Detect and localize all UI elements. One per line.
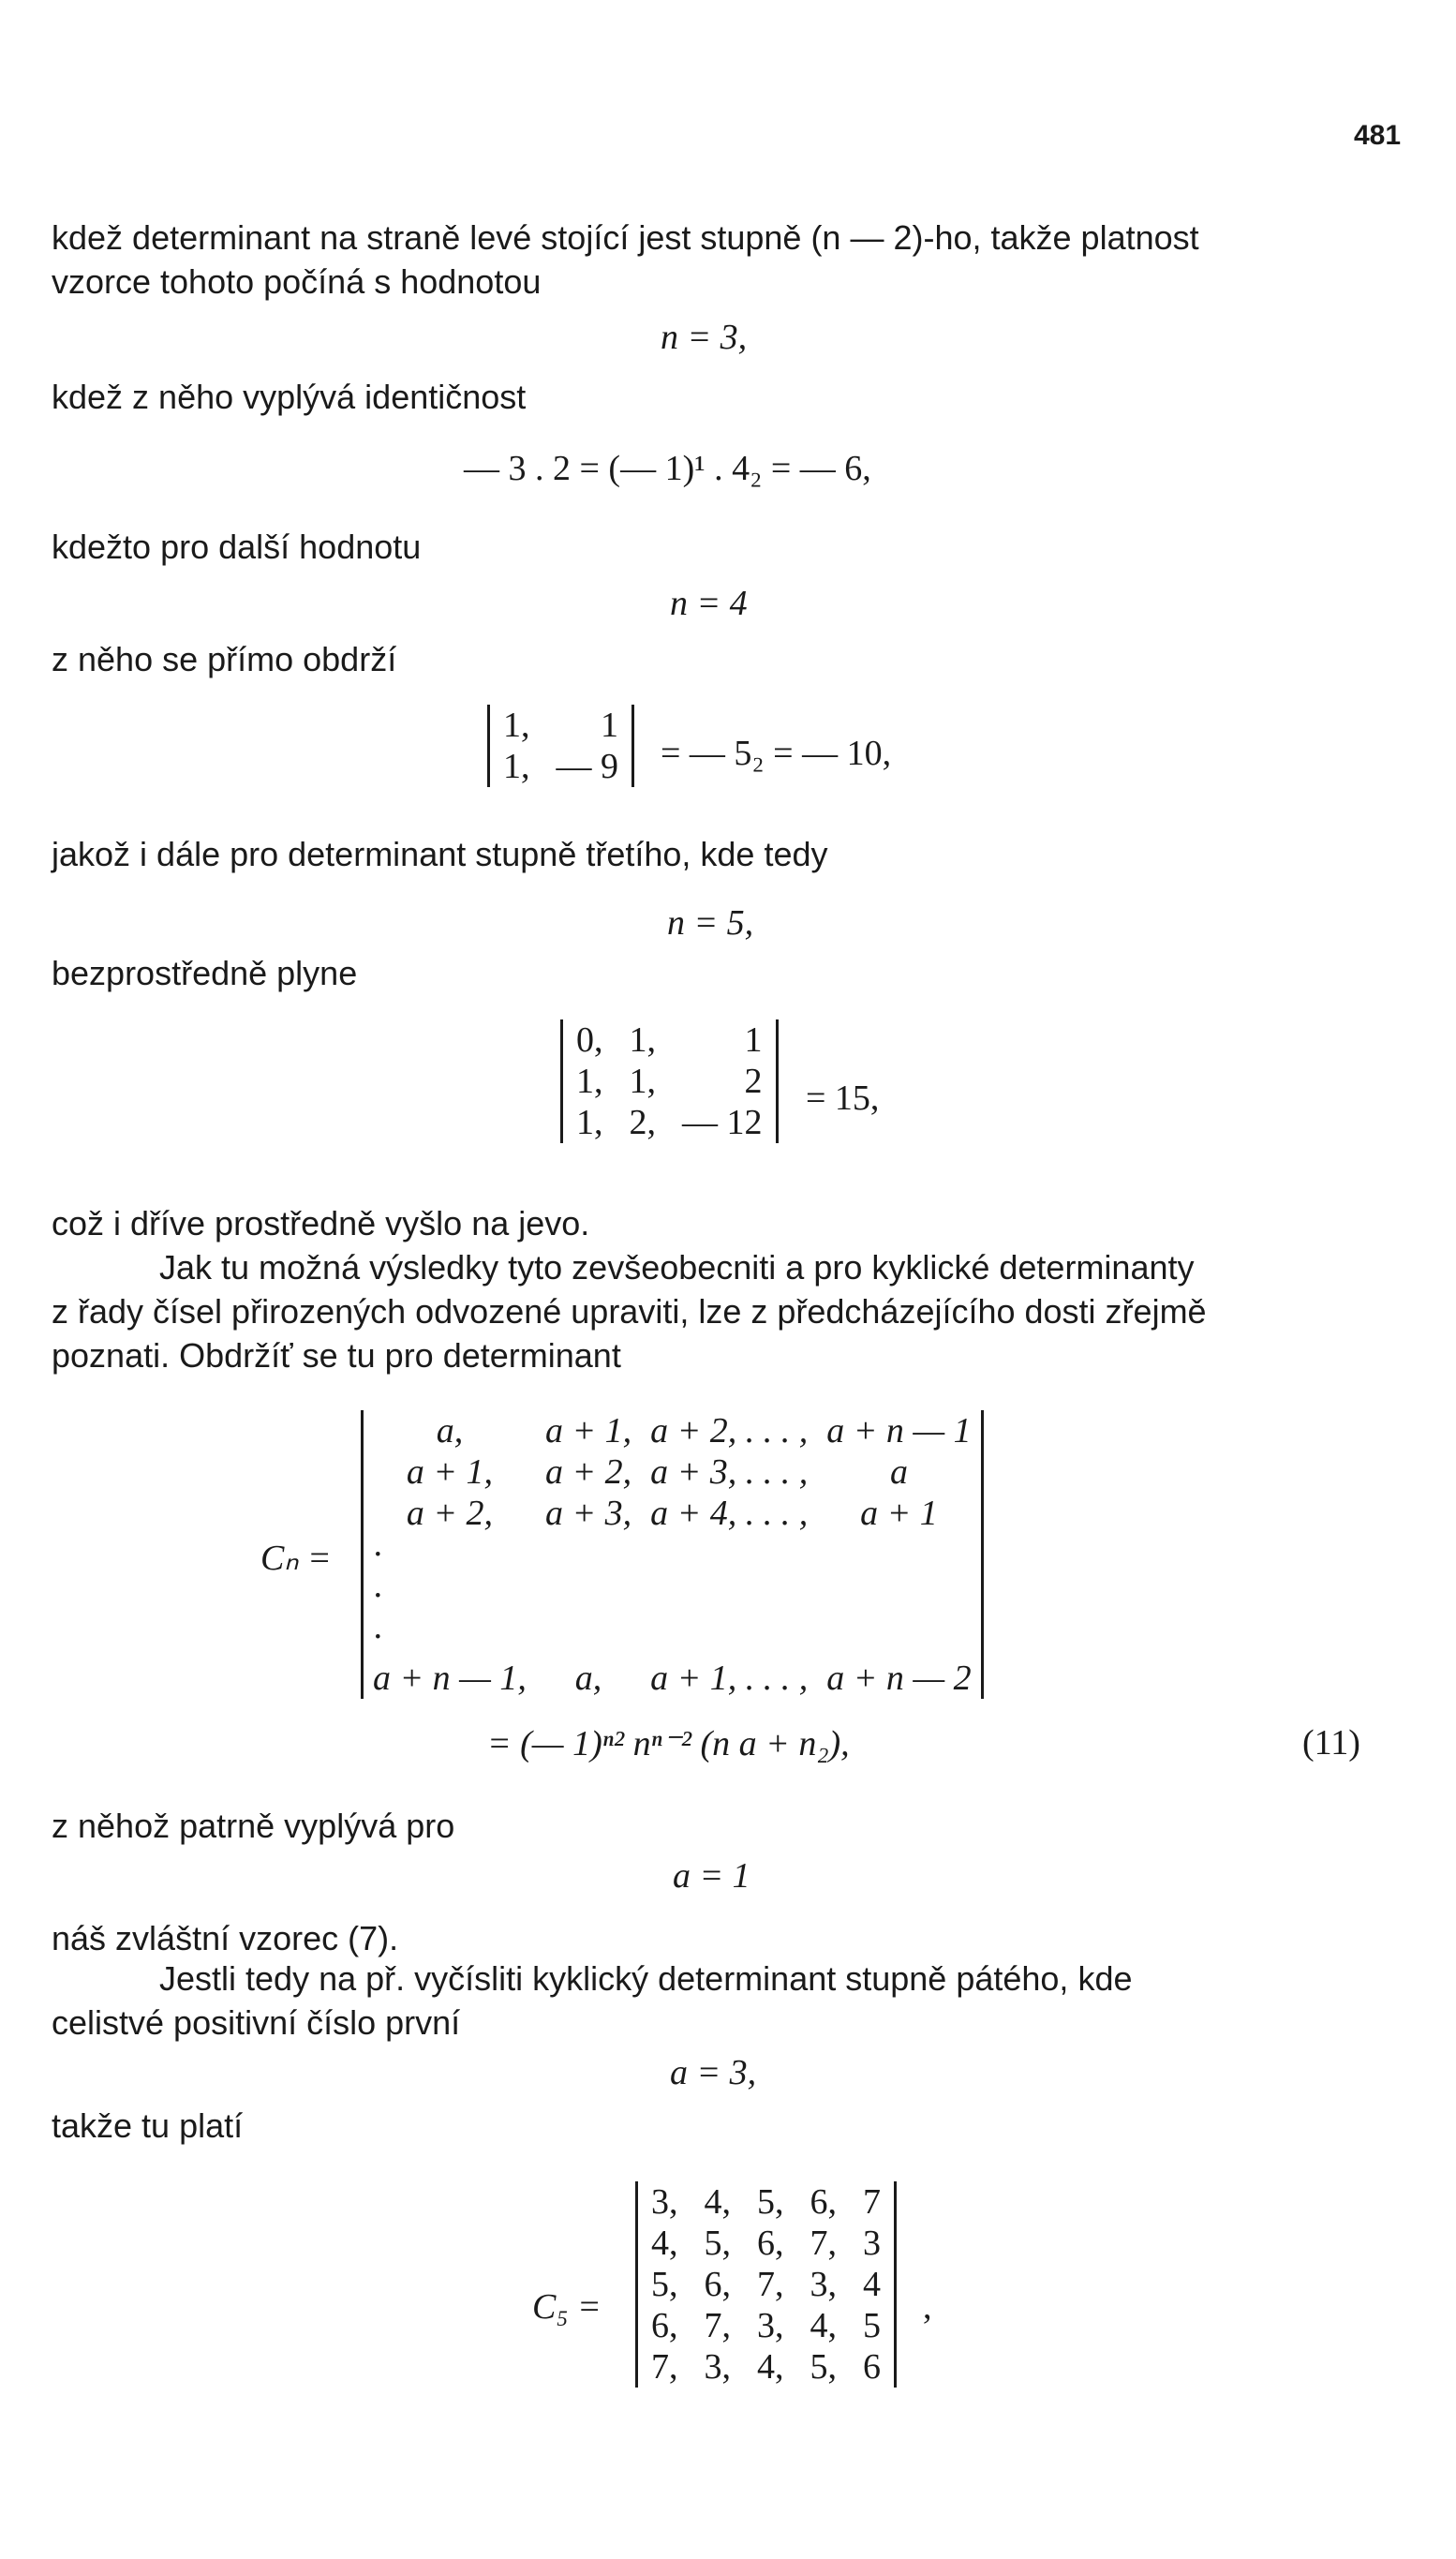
c5-label: C₅ = xyxy=(532,2287,602,2327)
det5-cell: 7, xyxy=(704,2306,731,2345)
detn-cell: a + 3, . . . , xyxy=(650,1452,809,1492)
detn-cell xyxy=(641,1616,817,1658)
det5-cell: 5, xyxy=(651,2265,678,2304)
equation-n-4: n = 4 xyxy=(670,584,748,623)
det5-cell: 4 xyxy=(863,2265,881,2304)
det3-cell: 2, xyxy=(629,1103,656,1142)
detn-cell: · xyxy=(373,1576,382,1615)
detn-row xyxy=(364,1410,981,1451)
det3-cell: 1, xyxy=(576,1103,603,1142)
detn-row xyxy=(364,1493,981,1534)
det3-cell: 1, xyxy=(629,1062,656,1101)
det5-cell: 4, xyxy=(757,2347,784,2387)
detn-cell xyxy=(817,1616,980,1658)
detn-cell: a + 1 xyxy=(860,1494,938,1533)
det3-cell: 2 xyxy=(744,1062,763,1101)
detn-cell: · xyxy=(373,1617,382,1657)
c5-comma: , xyxy=(923,2287,932,2327)
det5-row xyxy=(638,2305,894,2346)
detn-cell xyxy=(641,1575,817,1616)
paragraph-8-line-1: Jak tu možná výsledky tyto zevšeobecniti a pro kyklické determinanty xyxy=(159,1248,1195,1287)
paragraph-10: náš zvláštní vzorec (7). xyxy=(52,1919,399,1957)
determinant-3x3 xyxy=(560,1019,779,1143)
det3-cell: 1 xyxy=(744,1020,763,1060)
detn-cell xyxy=(536,1534,641,1575)
det5-cell: 3, xyxy=(810,2265,837,2304)
det5-cell: 5, xyxy=(810,2347,837,2387)
det5-cell: 6, xyxy=(810,2182,837,2222)
paragraph-8-line-3: poznati. Obdržíť se tu pro determinant xyxy=(52,1336,621,1375)
paragraph-6: bezprostředně plyne xyxy=(52,954,358,992)
detn-cell: a + n — 1 xyxy=(826,1411,972,1451)
detn-row xyxy=(364,1575,981,1616)
detn-row xyxy=(364,1534,981,1575)
cn-label: Cₙ = xyxy=(260,1539,332,1578)
detn-cell: a xyxy=(889,1452,908,1492)
page-number: 481 xyxy=(1354,120,1402,151)
det5-cell: 5, xyxy=(757,2182,784,2222)
paragraph-3: kdežto pro další hodnotu xyxy=(52,528,422,566)
det5-cell: 4, xyxy=(810,2306,837,2345)
detn-cell xyxy=(817,1575,980,1616)
paragraph-1-line-2: vzorce tohoto počíná s hodnotou xyxy=(52,262,542,301)
equation-a-3: a = 3, xyxy=(670,2053,757,2092)
detn-cell: a + 3, xyxy=(544,1494,632,1533)
equation-identity: — 3 . 2 = (— 1)¹ . 4₂ = — 6, xyxy=(464,449,871,488)
det5-cell: 7, xyxy=(651,2347,678,2387)
detn-row xyxy=(364,1451,981,1493)
detn-cell xyxy=(536,1616,641,1658)
det3-row xyxy=(563,1019,776,1061)
determinant-c5 xyxy=(635,2181,897,2388)
det2-result: = — 5₂ = — 10, xyxy=(661,734,892,773)
paragraph-8-line-2: z řady čísel přirozených odvozené upraviti, lze z předcházejícího dosti zřejmě xyxy=(52,1292,1207,1331)
equation-number-11: (11) xyxy=(1302,1723,1360,1763)
equation-n-5: n = 5, xyxy=(667,903,754,943)
det5-cell: 7, xyxy=(757,2265,784,2304)
detn-cell: a + n — 2 xyxy=(826,1659,972,1698)
paragraph-9: z něhož patrně vyplývá pro xyxy=(52,1807,455,1845)
det5-cell: 6, xyxy=(651,2306,678,2345)
det5-cell: 7, xyxy=(810,2224,837,2263)
paragraph-12: takže tu platí xyxy=(52,2106,244,2145)
paragraph-7: což i dříve prostředně vyšlo na jevo. xyxy=(52,1204,590,1242)
cn-result: = (— 1)ⁿ² nⁿ⁻² (n a + n₂), xyxy=(487,1724,850,1763)
detn-cell: a, xyxy=(574,1659,602,1698)
det2-cell: — 9 xyxy=(556,747,618,786)
det2-cell: 1, xyxy=(503,747,530,786)
paragraph-1-line-1: kdež determinant na straně levé stojící jest stupně (n — 2)-ho, takže platnost xyxy=(52,218,1199,257)
equation-n-3: n = 3, xyxy=(661,318,748,357)
paragraph-2: kdež z něho vyplývá identičnost xyxy=(52,378,527,416)
detn-cell: a + n — 1, xyxy=(373,1659,527,1698)
det3-row xyxy=(563,1102,776,1143)
detn-row xyxy=(364,1658,981,1699)
equation-a-1: a = 1 xyxy=(673,1856,750,1896)
det5-cell: 6, xyxy=(757,2224,784,2263)
det2-row xyxy=(490,746,631,787)
det5-cell: 3, xyxy=(704,2347,731,2387)
det3-result: = 15, xyxy=(806,1079,880,1118)
det2-cell: 1 xyxy=(601,706,618,745)
detn-cell: · xyxy=(373,1535,382,1574)
det5-row xyxy=(638,2346,894,2388)
detn-cell: a + 2, . . . , xyxy=(650,1411,809,1451)
detn-cell: a + 1, . . . , xyxy=(650,1659,809,1698)
det3-cell: 1, xyxy=(629,1020,656,1060)
det5-cell: 7 xyxy=(863,2182,881,2222)
detn-cell: a + 1, xyxy=(544,1411,632,1451)
det5-cell: 3 xyxy=(863,2224,881,2263)
det5-row xyxy=(638,2223,894,2264)
det5-cell: 3, xyxy=(757,2306,784,2345)
det5-row xyxy=(638,2264,894,2305)
det5-cell: 5, xyxy=(704,2224,731,2263)
detn-cell: a + 2, xyxy=(406,1494,494,1533)
det5-cell: 6, xyxy=(704,2265,731,2304)
paragraph-11-line-1: Jestli tedy na př. vyčísliti kyklický determinant stupně pátého, kde xyxy=(159,1959,1133,1998)
detn-cell xyxy=(641,1534,817,1575)
paragraph-5: jakož i dále pro determinant stupně třetího, kde tedy xyxy=(52,835,828,873)
paragraph-4: z něho se přímo obdrží xyxy=(52,640,397,678)
det5-cell: 6 xyxy=(863,2347,881,2387)
det5-row xyxy=(638,2181,894,2223)
detn-cell: a + 1, xyxy=(406,1452,494,1492)
det2-cell: 1, xyxy=(503,706,530,745)
det5-cell: 3, xyxy=(651,2182,678,2222)
paragraph-11-line-2: celistvé positivní číslo první xyxy=(52,2003,461,2042)
detn-cell xyxy=(817,1534,980,1575)
detn-row xyxy=(364,1616,981,1658)
det5-cell: 4, xyxy=(651,2224,678,2263)
det3-cell: 0, xyxy=(576,1020,603,1060)
det5-cell: 4, xyxy=(704,2182,731,2222)
determinant-2x2 xyxy=(487,705,634,787)
det3-row xyxy=(563,1061,776,1102)
det5-cell: 5 xyxy=(863,2306,881,2345)
detn-cell: a + 4, . . . , xyxy=(650,1494,809,1533)
determinant-cn xyxy=(361,1410,984,1699)
det3-cell: 1, xyxy=(576,1062,603,1101)
det2-row xyxy=(490,705,631,746)
detn-cell: a + 2, xyxy=(544,1452,632,1492)
detn-cell: a, xyxy=(436,1411,464,1451)
det3-cell: — 12 xyxy=(682,1103,763,1142)
detn-cell xyxy=(536,1575,641,1616)
